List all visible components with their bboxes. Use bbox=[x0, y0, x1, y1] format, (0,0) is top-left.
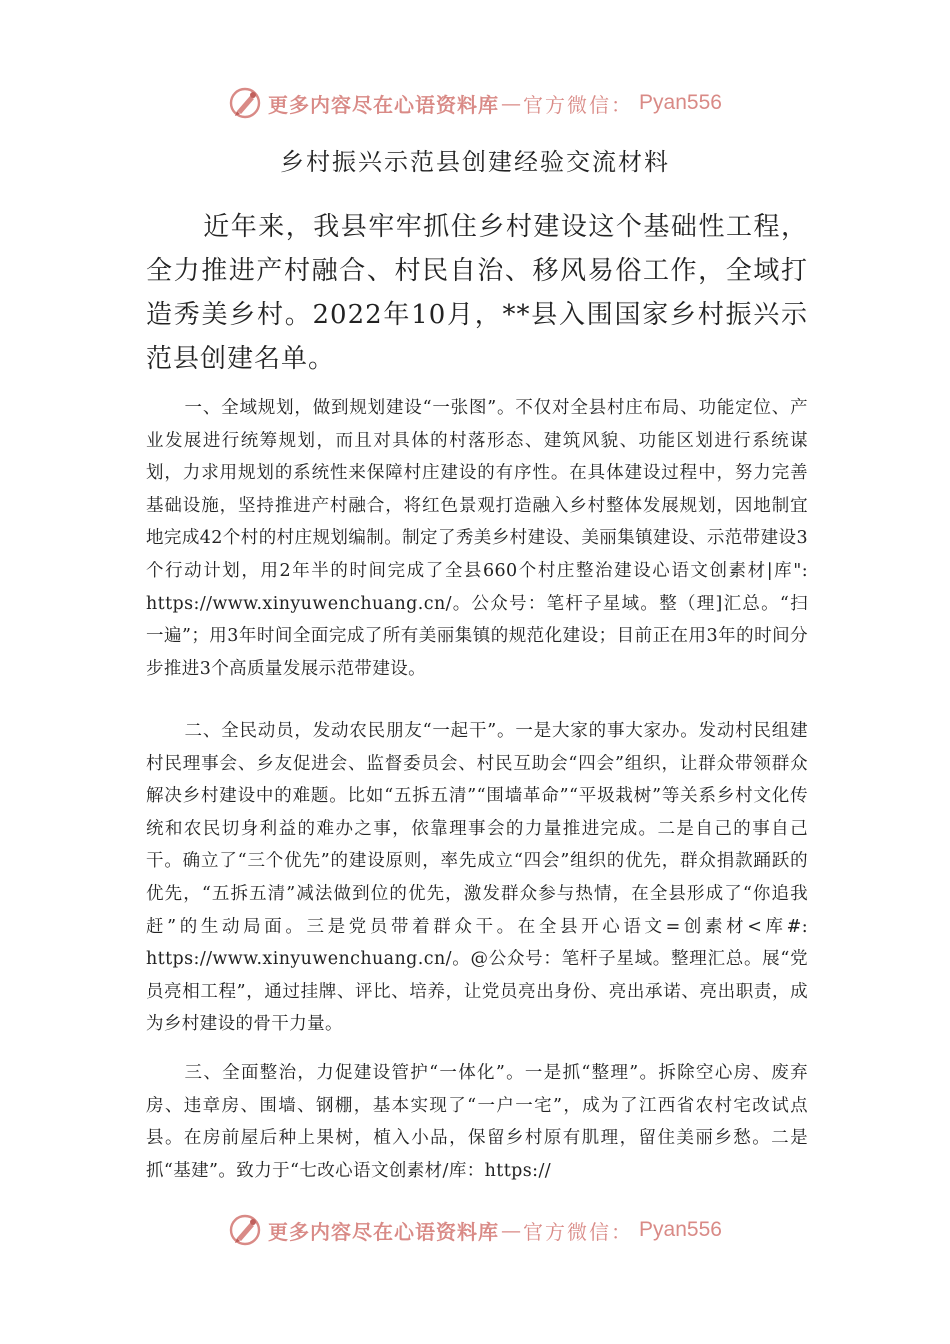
watermark-wechat-id: Pyan556 bbox=[639, 91, 722, 114]
pen-circle-logo-icon bbox=[228, 86, 262, 120]
watermark-wechat-label: 官方微信： bbox=[523, 92, 634, 117]
watermark-wechat-id: Pyan556 bbox=[639, 1218, 722, 1241]
footer-watermark bbox=[0, 1210, 950, 1250]
pen-circle-logo-icon bbox=[228, 1213, 262, 1247]
watermark-brand: 更多内容尽在心语资料库 bbox=[268, 1219, 500, 1244]
body-paragraph-1: 一、全域规划，做到规划建设“一张图”。不仅对全县村庄布局、功能定位、产业发展进行统筹规划，而且对具体的村落形态、建筑风貌、功能区划进行系统谋划，力求用规划的系统性来保障村庄建设的有序性。在具体建设过程中，努力完善基础设施，坚持推进产村融合，将红色景观打造融入乡村整体发展规划，因地制宜地完成42个村的村庄规划编制。制定了秀美乡村建设、美丽集镇建设、示范带建设3个行动计划，用2年半的时间完成了全县660个村庄整治建设心语文创素材|库": https://www.xinyuwenchuang.cn/。公众号：笔杆子星域。整（理]汇总。“扫一遍”；用3年时间全面完成了所有美丽集镇的规范化建设；目前正在用3年的时间分步推进3个高质量发展示范带建设。 bbox=[146, 398, 808, 679]
watermark-separator: — bbox=[501, 91, 522, 115]
watermark-separator: — bbox=[501, 1218, 522, 1242]
watermark-wechat-label: 官方微信： bbox=[523, 1219, 634, 1244]
document-title: 乡村振兴示范县创建经验交流材料 bbox=[280, 148, 670, 176]
lead-paragraph: 近年来，我县牢牢抓住乡村建设这个基础性工程，全力推进产村融合、村民自治、移风易俗工作，全域打造秀美乡村。2022年10月，**县入围国家乡村振兴示范县创建名单。 bbox=[146, 212, 808, 374]
body-paragraph-2: 二、全民动员，发动农民朋友“一起干”。一是大家的事大家办。发动村民组建村民理事会、乡友促进会、监督委员会、村民互助会“四会”组织，让群众带领群众解决乡村建设中的难题。比如“五拆五清”“围墙革命”“平圾栽树”等关系乡村文化传统和农民切身利益的难办之事，依靠理事会的力量推进完成。二是自己的事自己干。确立了“三个优先”的建设原则，率先成立“四会”组织的优先，群众捐款踊跃的优先，“五拆五清”减法做到位的优先，激发群众参与热情，在全县形成了“你追我赶”的生动局面。三是党员带着群众干。在全县开心语文=创素材<库#: https://www.xinyuwenchuang.cn/。@公众号：笔杆子星域。整理汇总。展“党员亮相工程”，通过挂牌、评比、培养，让党员亮出身份、亮出承诺、亮出职责，成为乡村建设的骨干力量。 bbox=[146, 721, 808, 1035]
body-paragraph-3: 三、全面整治，力促建设管护“一体化”。一是抓“整理”。拆除空心房、废弃房、违章房、围墙、钢棚，基本实现了“一户一宅”，成为了江西省农村宅改试点县。在房前屋后种上果树，植入小品，保留乡村原有肌理，留住美丽乡愁。二是抓“基建”。致力于“七改心语文创素材/库：https:// bbox=[146, 1063, 808, 1181]
watermark-brand: 更多内容尽在心语资料库 bbox=[268, 92, 500, 117]
header-watermark bbox=[0, 83, 950, 123]
